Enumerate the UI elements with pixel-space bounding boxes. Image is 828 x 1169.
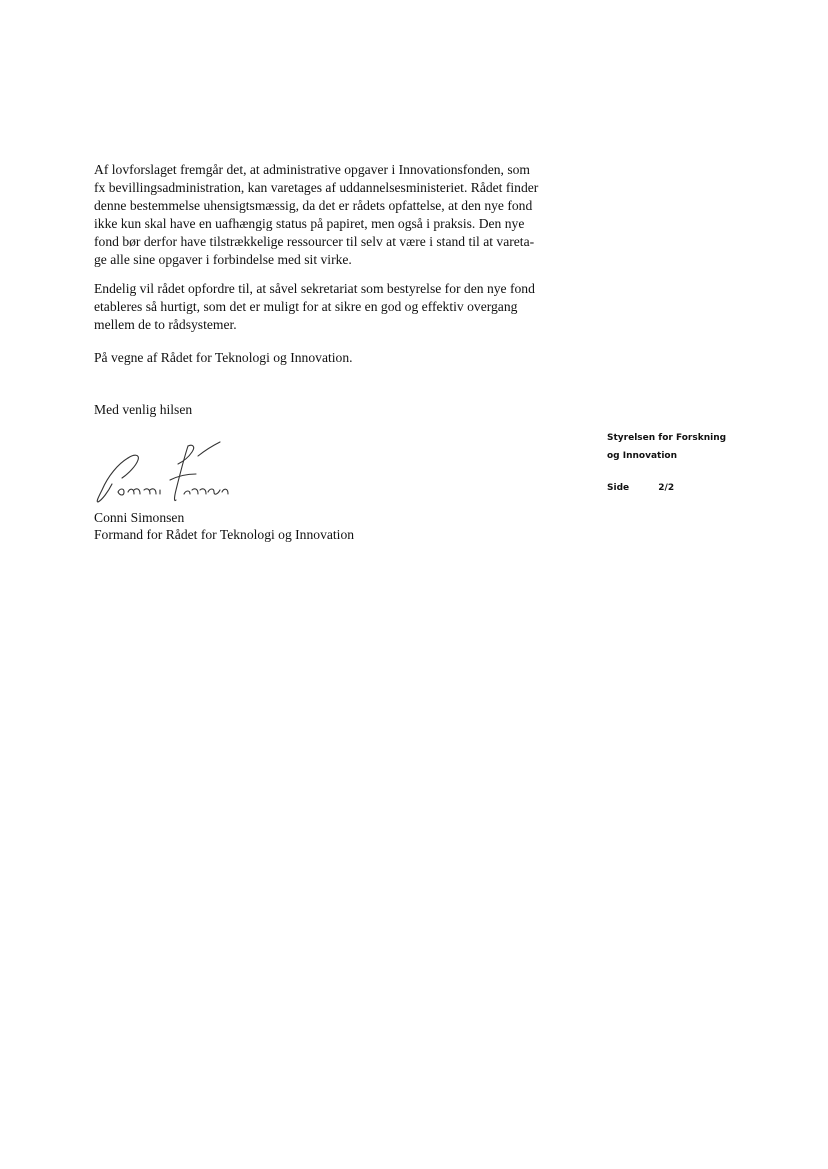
paragraph-1-line: fx bevillingsadministration, kan varetages af uddannelsesministeriet. Rådet finder (94, 180, 539, 195)
paragraph-1-line: ge alle sine opgaver i forbindelse med sit virke. (94, 252, 352, 267)
handwritten-signature (88, 440, 238, 510)
paragraph-1-line: ikke kun skal have en uafhængig status på papiret, men også i praksis. Den nye (94, 216, 525, 231)
paragraph-3: På vegne af Rådet for Teknologi og Innovation. (94, 350, 353, 365)
sender-organization (607, 429, 726, 465)
paragraph-2-line: Endelig vil rådet opfordre til, at såvel sekretariat som bestyrelse for den nye fond (94, 281, 535, 296)
signer-name: Conni Simonsen (94, 510, 185, 525)
signer-title: Formand for Rådet for Teknologi og Innovation (94, 527, 355, 542)
paragraph-1-line: denne bestemmelse uhensigtsmæssig, da det er rådets opfattelse, at den nye fond (94, 198, 533, 213)
paragraph-1-line: Af lovforslaget fremgår det, at administrative opgaver i Innovationsfonden, som (94, 162, 531, 177)
paragraph-1-line: fond bør derfor have tilstrækkelige ressourcer til selv at være i stand til at vareta- (94, 234, 535, 249)
paragraph-2 (94, 280, 594, 334)
paragraph-1 (94, 161, 594, 269)
page-number: 2/2 (658, 483, 675, 493)
closing-salutation: Med venlig hilsen (94, 402, 193, 417)
organization-line-2: og Innovation (607, 451, 678, 461)
page-label: Side (607, 483, 630, 493)
paragraph-2-line: mellem de to rådsystemer. (94, 317, 237, 332)
paragraph-2-line: etableres så hurtigt, som det er muligt for at sikre en god og effektiv overgang (94, 299, 518, 314)
organization-line-1: Styrelsen for Forskning (607, 433, 727, 443)
page-indicator (607, 483, 674, 493)
